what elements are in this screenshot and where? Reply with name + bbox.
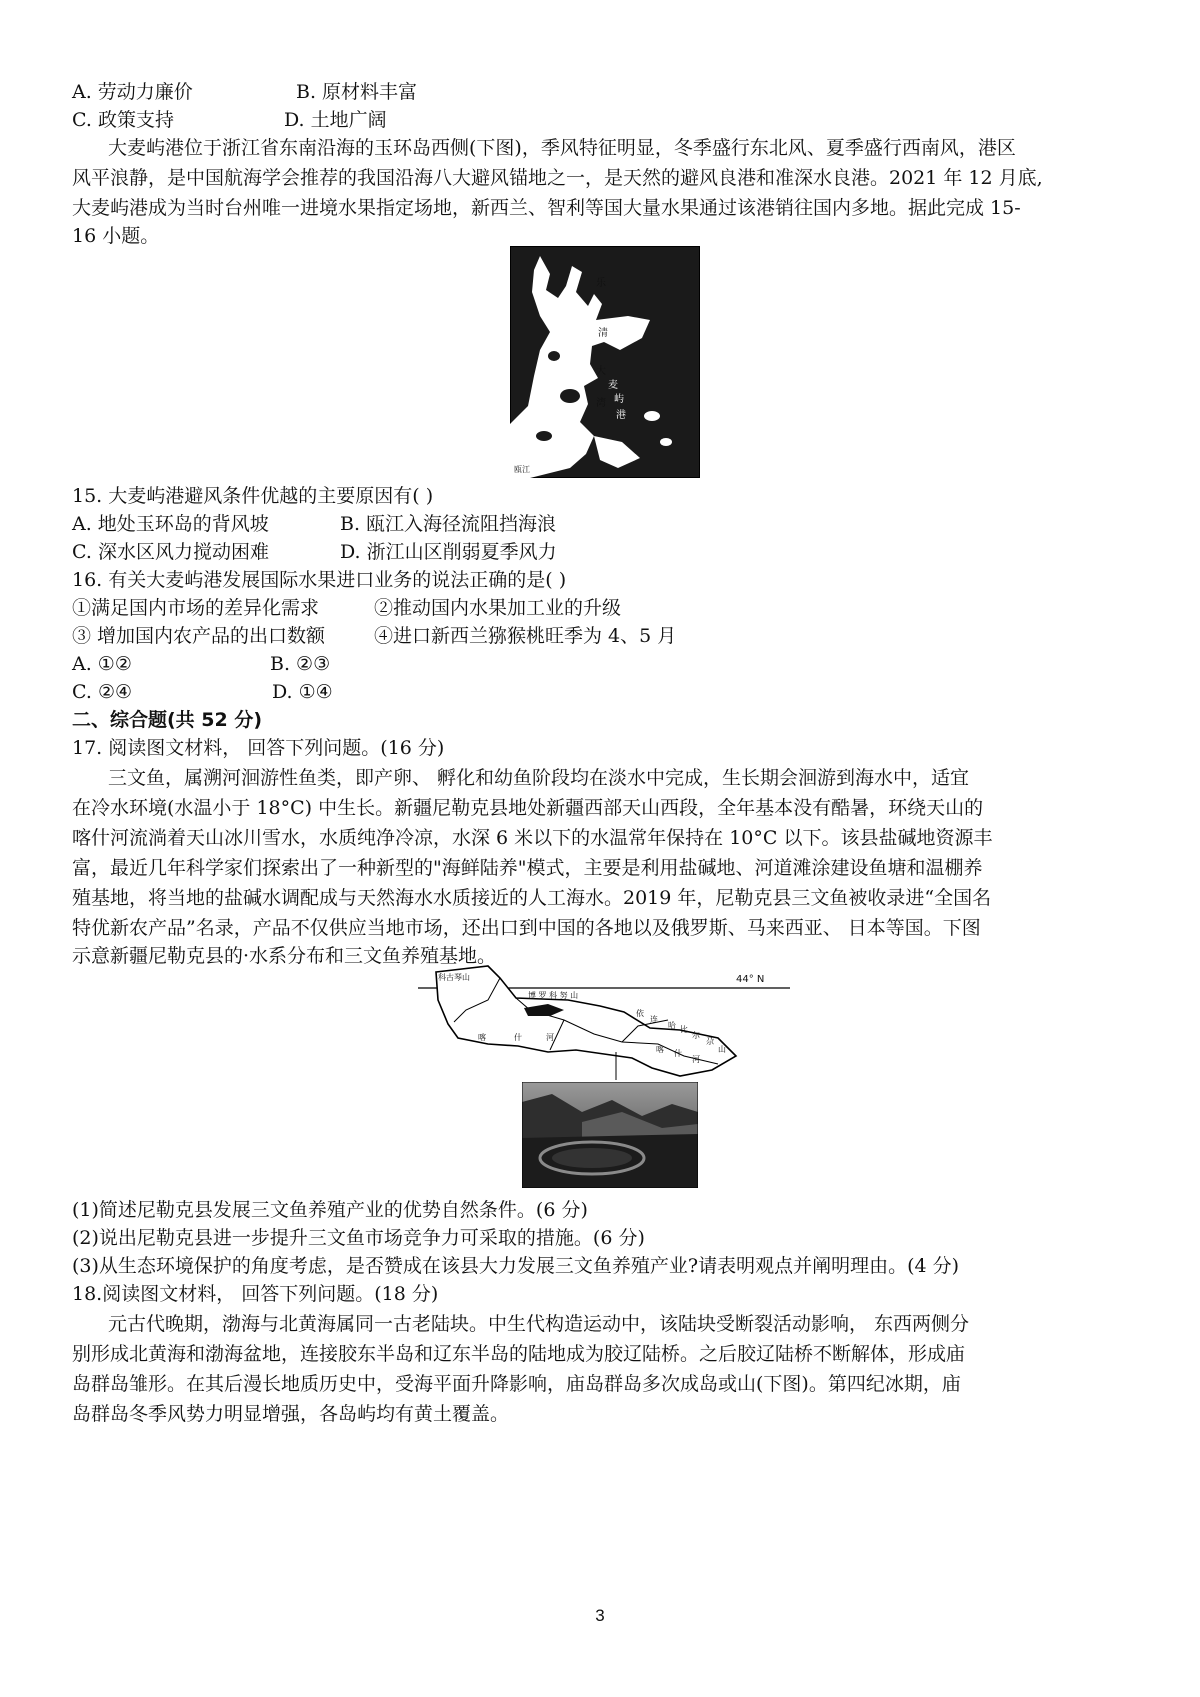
map1-label-6: 港 <box>616 410 626 421</box>
latitude-label: 44° N <box>736 974 765 985</box>
q17-para-line-7: 示意新疆尼勒克县的·水系分布和三文鱼养殖基地。 <box>72 945 497 967</box>
intro-line-2: 风平浪静，是中国航海学会推荐的我国沿海八大避风锚地之一，是天然的避风良港和准深水良港。2021 年 12 月底, <box>72 167 1043 189</box>
mtn-label-2c: 哈 <box>668 1021 676 1030</box>
q16-statement-3: ③ 增加国内农产品的出口数额 <box>72 625 326 647</box>
q16-option-c: C. ②④ <box>72 681 133 703</box>
river-label-1b: 什 <box>514 1033 522 1042</box>
nilka-county-map <box>418 960 790 1080</box>
mtn-label-2b: 连 <box>650 1015 658 1024</box>
mtn-label-2e: 尔 <box>692 1031 700 1040</box>
q16-statement-2: ②推动国内水果加工业的升级 <box>374 597 622 619</box>
q17-sub-2: (2)说出尼勒克县进一步提升三文鱼市场竞争力可采取的措施。(6 分) <box>72 1227 645 1249</box>
q15-option-c: C. 深水区风力搅动困难 <box>72 541 269 563</box>
q18-stem: 18.阅读图文材料， 回答下列问题。(18 分) <box>72 1283 439 1305</box>
q18-para-line-4: 岛群岛冬季风势力明显增强，各岛屿均有黄土覆盖。 <box>72 1403 510 1425</box>
river-label-1a: 喀 <box>478 1033 486 1042</box>
intro-line-1: 大麦屿港位于浙江省东南沿海的玉环岛西侧(下图)，季风特征明显，冬季盛行东北风、夏季盛行西南风，港区 <box>108 137 1016 159</box>
map1-label-2: 大 <box>596 366 606 377</box>
map1-label-4: 屿 <box>614 394 624 405</box>
river-label-3b: 什 <box>674 1049 682 1058</box>
map1-label-1: 清 <box>598 328 608 339</box>
q17-sub-3: (3)从生态环境保护的角度考虑，是否赞成在该县大力发展三文鱼养殖产业?请表明观点并阐明理由。(4 分) <box>72 1255 960 1277</box>
q15-option-b: B. 瓯江入海径流阻挡海浪 <box>340 513 557 535</box>
river-label-3c: 河 <box>692 1055 700 1064</box>
page-number: 3 <box>595 1606 605 1625</box>
q18-para-line-1: 元古代晚期，渤海与北黄海属同一古老陆块。中生代构造运动中，该陆块受断裂活动影响， 东西两侧分 <box>108 1313 970 1335</box>
q15-option-a: A. 地处玉环岛的背风坡 <box>72 513 269 535</box>
q17-para-line-6: 特优新农产品”名录，产品不仅供应当地市场，还出口到中国的各地以及俄罗斯、马来西亚、 日本等国。下图 <box>72 917 981 939</box>
mtn-label-2a: 依 <box>636 1009 644 1018</box>
mountain-boluokenu: 博 罗 科 努 山 <box>528 991 579 1000</box>
q16-option-b: B. ②③ <box>270 653 331 675</box>
q16-option-d: D. ①④ <box>272 681 333 703</box>
river-label-1c: 河 <box>546 1033 554 1042</box>
river-label-3a: 喀 <box>656 1045 664 1054</box>
map1-label-5: 湾 <box>596 398 606 409</box>
intro-line-3: 大麦屿港成为当时台州唯一进境水果指定场地，新西兰、智利等国大量水果通过该港销往国内多地。据此完成 15- <box>72 197 1021 219</box>
q15-option-d: D. 浙江山区削弱夏季风力 <box>340 541 557 563</box>
q14-option-d: D. 土地广阔 <box>284 109 387 131</box>
q16-statement-1: ①满足国内市场的差异化需求 <box>72 597 320 619</box>
q17-para-line-2: 在冷水环境(水温小于 18°C) 中生长。新疆尼勒克县地处新疆西部天山西段，全年基本没有酷暑，环绕天山的 <box>72 797 984 819</box>
damaiyu-harbor-map <box>510 246 700 478</box>
mtn-label-2g: 山 <box>718 1045 726 1054</box>
q16-option-a: A. ①② <box>72 653 132 675</box>
q16-statement-4: ④进口新西兰猕猴桃旺季为 4、5 月 <box>374 625 677 647</box>
map1-corner-label: 瓯江 <box>514 465 530 474</box>
mtn-label-2d: 比 <box>680 1025 688 1034</box>
q18-para-line-2: 别形成北黄海和渤海盆地，连接胶东半岛和辽东半岛的陆地成为胶辽陆桥。之后胶辽陆桥不断解体，形成庙 <box>72 1343 966 1365</box>
q14-option-a: A. 劳动力廉价 <box>72 81 193 103</box>
q14-option-c: C. 政策支持 <box>72 109 174 131</box>
q14-option-b: B. 原材料丰富 <box>296 81 418 103</box>
mtn-label-2f: 尕 <box>706 1037 714 1046</box>
q16-stem: 16. 有关大麦屿港发展国际水果进口业务的说法正确的是( ) <box>72 569 567 591</box>
salmon-farm-photo <box>522 1082 698 1188</box>
q17-para-line-1: 三文鱼，属溯河洄游性鱼类，即产卵、 孵化和幼鱼阶段均在淡水中完成，生长期会洄游到海水中，适宜 <box>108 767 970 789</box>
map1-label-0: 乐 <box>596 278 606 289</box>
map1-label-3: 麦 <box>608 380 618 391</box>
q18-para-line-3: 岛群岛雏形。在其后漫长地质历史中，受海平面升降影响，庙岛群岛多次成岛或山(下图)。第四纪冰期，庙 <box>72 1373 961 1395</box>
q17-para-line-4: 富，最近几年科学家们探索出了一种新型的"海鲜陆养"模式，主要是利用盐碱地、河道滩涂建设鱼塘和温棚养 <box>72 857 983 879</box>
intro-line-4: 16 小题。 <box>72 225 160 247</box>
section-heading: 二、综合题(共 52 分) <box>72 709 263 731</box>
q17-para-line-5: 殖基地，将当地的盐碱水调配成与天然海水水质接近的人工海水。2019 年，尼勒克县三文鱼被收录进“全国名 <box>72 887 992 909</box>
q17-sub-1: (1)简述尼勒克县发展三文鱼养殖产业的优势自然条件。(6 分) <box>72 1199 588 1221</box>
mountain-kegu: 科古琴山 <box>438 973 470 982</box>
q15-stem: 15. 大麦屿港避风条件优越的主要原因有( ) <box>72 485 434 507</box>
q17-para-line-3: 喀什河流淌着天山冰川雪水，水质纯净冷凉，水深 6 米以下的水温常年保持在 10°C 以下。该县盐碱地资源丰 <box>72 827 993 849</box>
q17-stem: 17. 阅读图文材料， 回答下列问题。(16 分) <box>72 737 445 759</box>
